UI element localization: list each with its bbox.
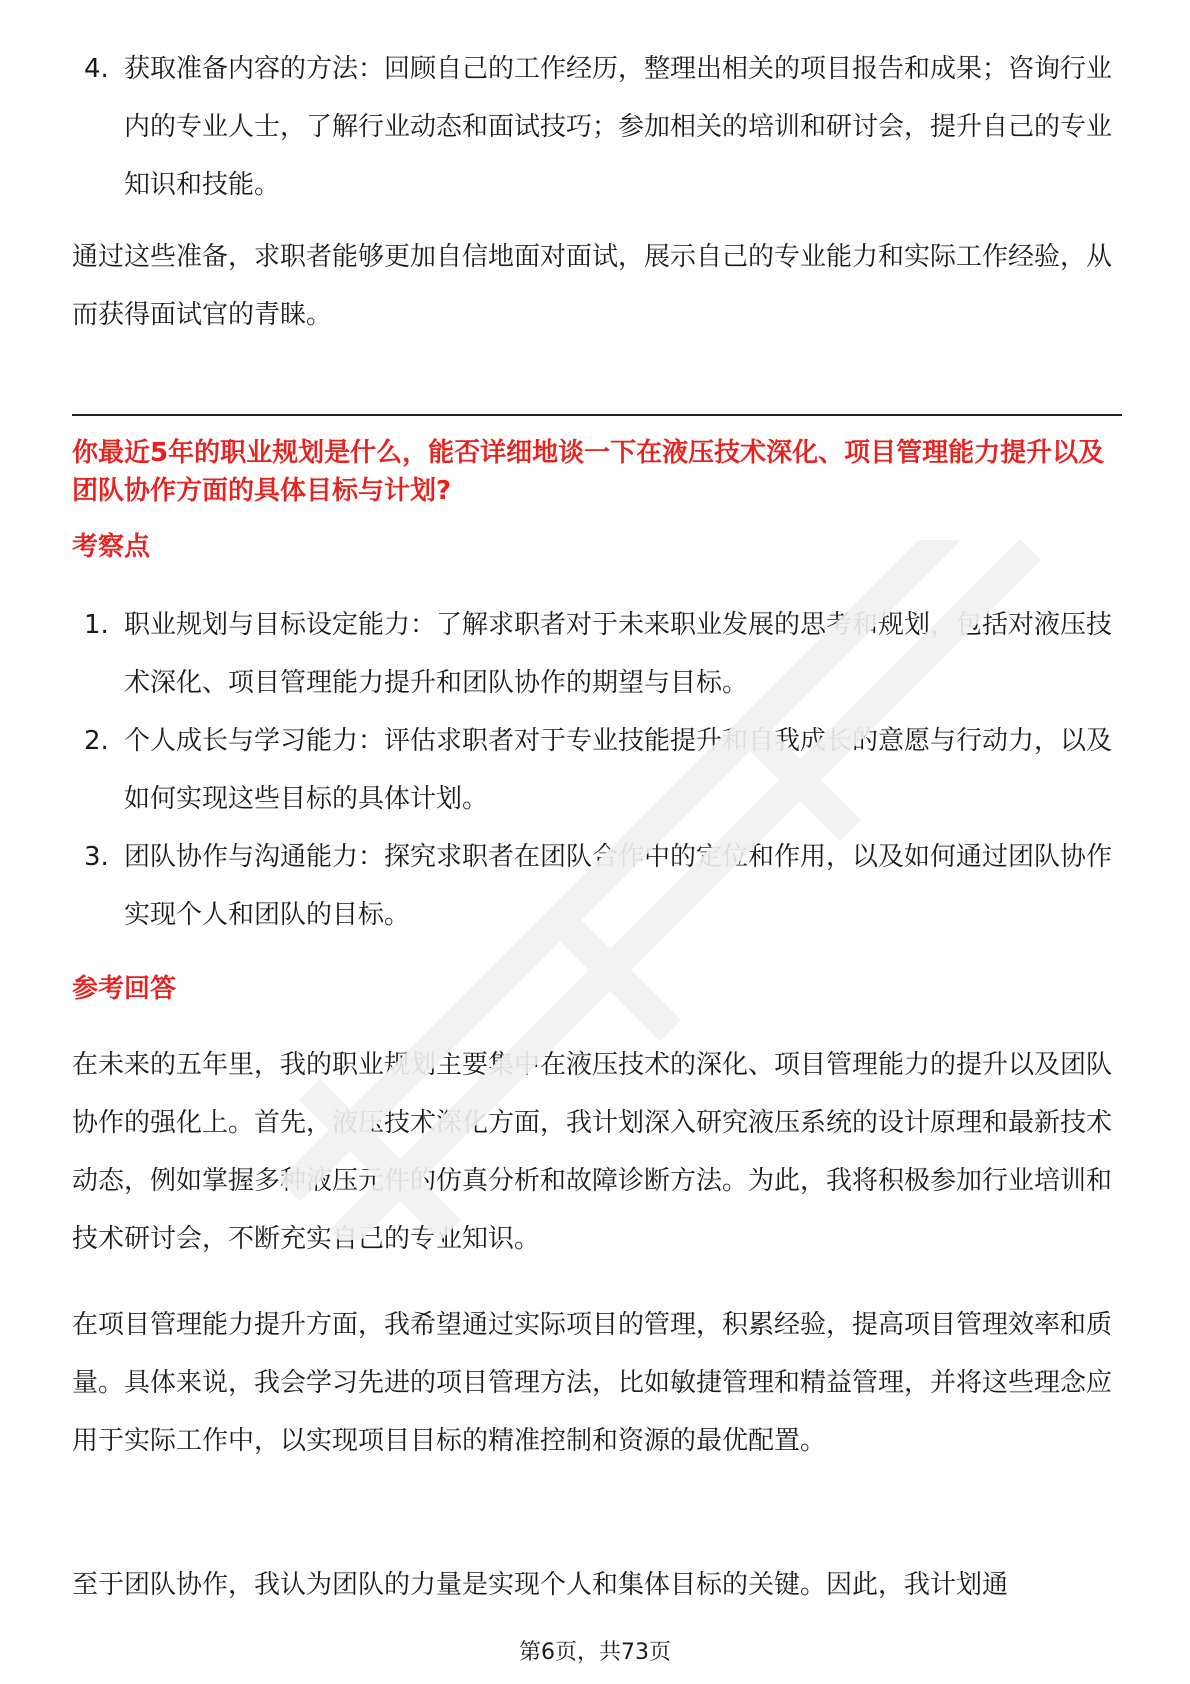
list-text: 个人成长与学习能力：评估求职者对于专业技能提升和自我成长的意愿与行动力，以及如何实现这些目标的具体计划。 (124, 726, 1113, 814)
list-number: 3. (84, 842, 109, 872)
list-text: 职业规划与目标设定能力：了解求职者对于未来职业发展的思考和规划，包括对液压技术深化、项目管理能力提升和团队协作的期望与目标。 (124, 610, 1113, 698)
question-heading: 你最近5年的职业规划是什么，能否详细地谈一下在液压技术深化、项目管理能力提升以及团队协作方面的具体目标与计划? (72, 438, 1105, 506)
list-number: 2. (84, 726, 109, 756)
divider (72, 414, 1122, 416)
section-title-points: 考察点 (72, 532, 151, 562)
list-text: 团队协作与沟通能力：探究求职者在团队合作中的定位和作用，以及如何通过团队协作实现个人和团队的目标。 (124, 842, 1113, 930)
answer-paragraph: 在未来的五年里，我的职业规划主要集中在液压技术的深化、项目管理能力的提升以及团队协作的强化上。首先，液压技术深化方面，我计划深入研究液压系统的设计原理和最新技术动态，例如掌握多种液压元件的仿真分析和故障诊断方法。为此，我将积极参加行业培训和技术研讨会，不断充实自己的专业知识。 (72, 1050, 1113, 1254)
answer-paragraph: 至于团队协作，我认为团队的力量是实现个人和集体目标的关键。因此，我计划通 (72, 1570, 1009, 1600)
list-number: 4. (84, 54, 109, 84)
section-title-answer: 参考回答 (72, 974, 177, 1004)
answer-paragraph: 在项目管理能力提升方面，我希望通过实际项目的管理，积累经验，提高项目管理效率和质量。具体来说，我会学习先进的项目管理方法，比如敏捷管理和精益管理，并将这些理念应用于实际工作中，以实现项目目标的精准控制和资源的最优配置。 (72, 1310, 1113, 1456)
page-number: 第6页，共73页 (519, 1640, 671, 1665)
list-text: 获取准备内容的方法：回顾自己的工作经历，整理出相关的项目报告和成果；咨询行业内的专业人士，了解行业动态和面试技巧；参加相关的培训和研讨会，提升自己的专业知识和技能。 (124, 54, 1113, 200)
list-number: 1. (84, 610, 109, 640)
intro-paragraph: 通过这些准备，求职者能够更加自信地面对面试，展示自己的专业能力和实际工作经验，从而获得面试官的青睐。 (72, 242, 1113, 330)
